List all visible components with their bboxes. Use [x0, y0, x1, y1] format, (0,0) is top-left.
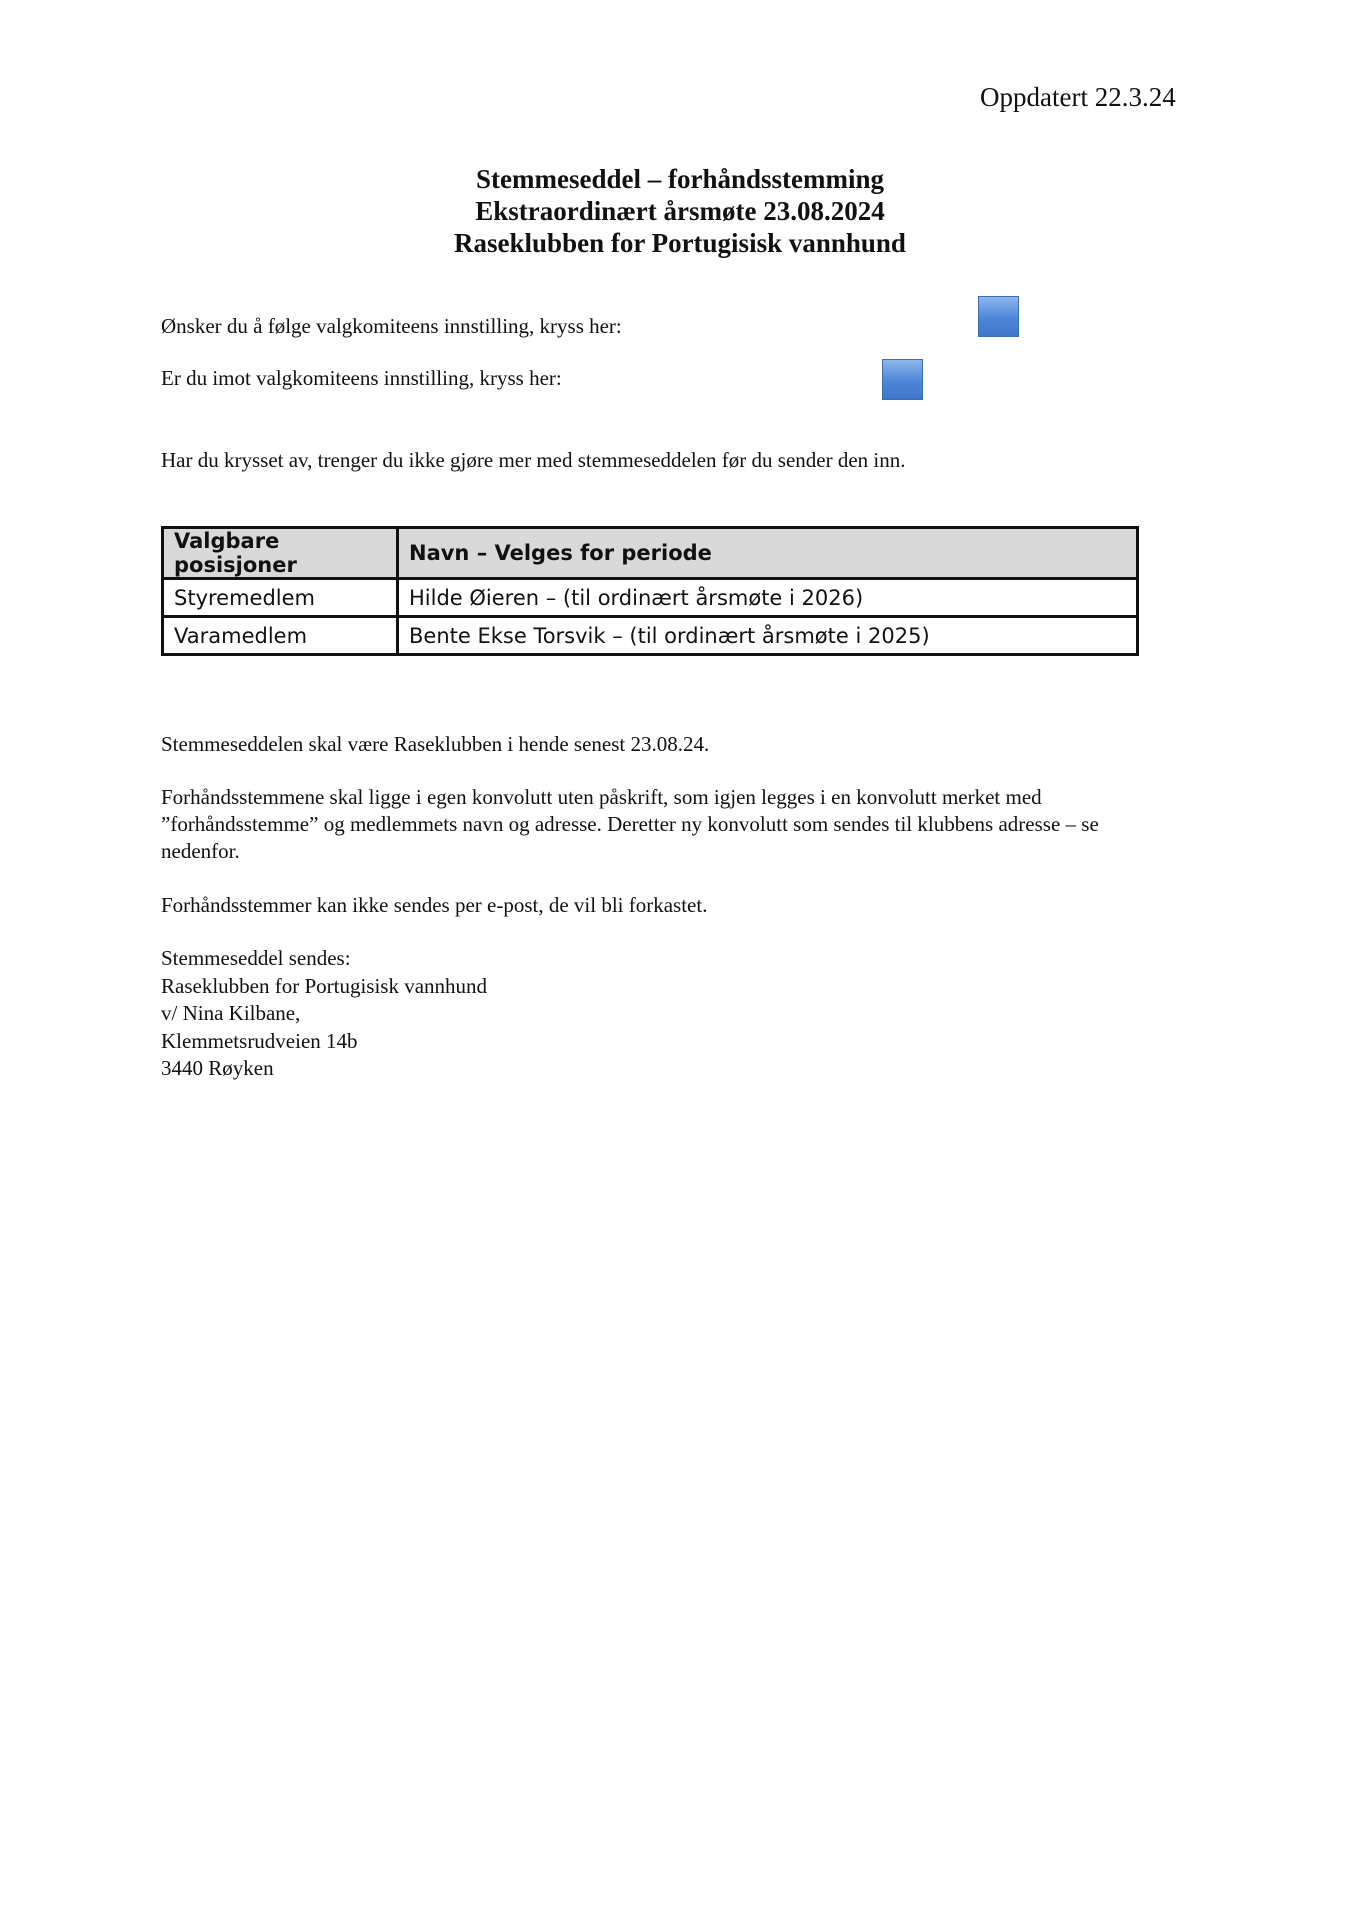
table-header-positions: Valgbare posisjoner: [163, 528, 398, 579]
title-line-2: Ekstraordinært årsmøte 23.08.2024: [475, 196, 885, 226]
note-text: Har du krysset av, trenger du ikke gjøre mer med stemmeseddelen før du sender den inn.: [161, 448, 906, 472]
table-cell-position: Styremedlem: [163, 579, 398, 617]
candidates-table: [161, 526, 1139, 656]
against-recommendation-label: Er du imot valgkomiteens innstilling, kryss her:: [161, 366, 562, 390]
table-row: [163, 579, 1138, 617]
email-warning: Forhåndsstemmer kan ikke sendes per e-post, de vil bli forkastet.: [161, 893, 708, 917]
table-header-row: [163, 528, 1138, 579]
table-cell-name: Bente Ekse Torsvik – (til ordinært årsmøte i 2025): [398, 617, 1138, 655]
address-heading: Stemmeseddel sendes:: [161, 946, 351, 970]
title-line-3: Raseklubben for Portugisisk vannhund: [454, 228, 906, 258]
address-postal: 3440 Røyken: [161, 1056, 274, 1080]
against-recommendation-checkbox[interactable]: [882, 359, 923, 400]
deadline-text: Stemmeseddelen skal være Raseklubben i hende senest 23.08.24.: [161, 732, 710, 756]
title-line-1: Stemmeseddel – forhåndsstemming: [476, 164, 884, 194]
address-club: Raseklubben for Portugisisk vannhund: [161, 973, 488, 998]
document-title: [250, 163, 1110, 259]
follow-recommendation-checkbox[interactable]: [978, 296, 1019, 337]
table-header-names: Navn – Velges for periode: [398, 528, 1138, 579]
envelope-instructions: Forhåndsstemmene skal ligge i egen konvolutt uten påskrift, som igjen legges i en konvolutt merket med ”forhåndsstemme” og medlemmets navn og adresse. Deretter ny konvolutt som sendes til klubbens adresse – se nedenfor.: [161, 785, 1099, 863]
follow-recommendation-label: Ønsker du å følge valgkomiteens innstilling, kryss her:: [161, 314, 622, 338]
address-attention: v/ Nina Kilbane,: [161, 1001, 301, 1025]
table-row: [163, 617, 1138, 655]
address-street: Klemmetsrudveien 14b: [161, 1028, 358, 1053]
updated-date: Oppdatert 22.3.24: [980, 82, 1176, 112]
mailing-address: [161, 945, 487, 1083]
table-cell-position: Varamedlem: [163, 617, 398, 655]
table-cell-name: Hilde Øieren – (til ordinært årsmøte i 2026): [398, 579, 1138, 617]
